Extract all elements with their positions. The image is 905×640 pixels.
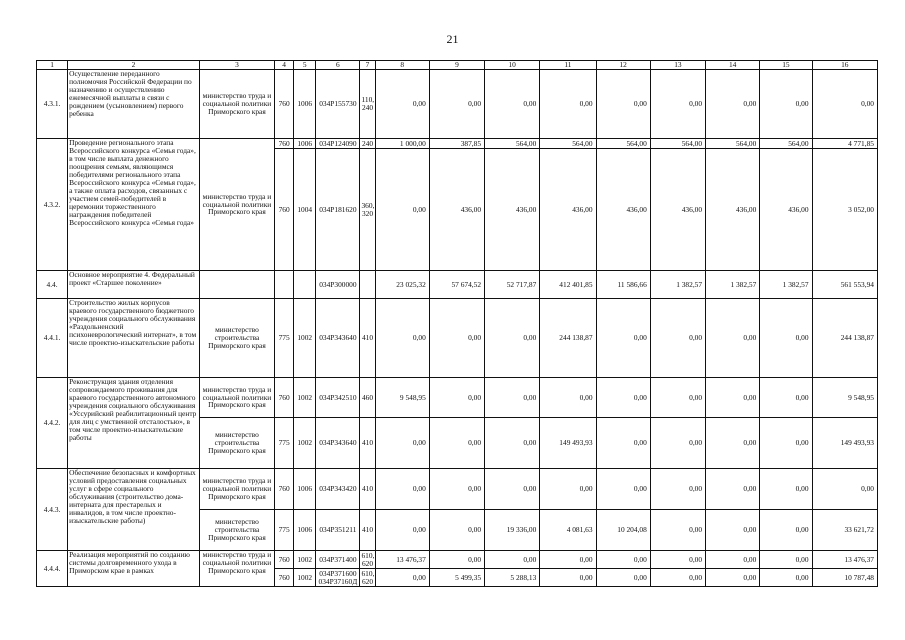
cell-value: 0,00 [375,149,429,271]
cell-value: 0,00 [596,469,650,510]
cell-value: 0,00 [596,418,650,469]
cell-total: 13 476,37 [812,551,877,569]
column-header: 7 [360,61,375,70]
cell-value: 9 548,95 [375,378,429,418]
cell-value: 436,00 [650,149,705,271]
cell-section: 1002 [294,418,316,469]
responsible-org: министерство строительства Приморского края [199,510,274,551]
row-number: 4.3.1. [37,70,68,139]
table-row [37,271,878,299]
column-header: 16 [812,61,877,70]
cell-value: 0,00 [596,299,650,378]
cell-value: 23 025,32 [375,271,429,299]
cell-value: 412 401,85 [540,271,596,299]
column-header: 8 [375,61,429,70]
cell-value: 564,00 [650,139,705,149]
cell-value: 10 204,08 [596,510,650,551]
row-number: 4.4.4. [37,551,68,587]
cell-value: 0,00 [375,70,429,139]
cell-value: 19 336,00 [485,510,540,551]
cell-value: 436,00 [706,149,760,271]
cell-value: 0,00 [706,70,760,139]
cell-value: 0,00 [429,70,484,139]
cell-grbs: 775 [275,510,294,551]
cell-section: 1004 [294,149,316,271]
cell-value: 0,00 [485,418,540,469]
cell-value: 0,00 [706,378,760,418]
cell-value: 436,00 [429,149,484,271]
measure-name: Основное мероприятие 4. Федеральный проект «Старшее поколение» [68,271,200,299]
cell-expense-type: 460 [360,378,375,418]
cell-value: 0,00 [650,510,705,551]
cell-value: 0,00 [596,551,650,569]
cell-total: 0,00 [812,70,877,139]
cell-target-article: 034P181620 [316,149,360,271]
cell-value: 0,00 [540,569,596,587]
cell-expense-type: 610, 620 [361,550,375,568]
cell-value: 149 493,93 [540,418,596,469]
measure-name: Обеспечение безопасных и комфортных условий предоставления социальных услуг в сфере социального обслуживания (строительство дома-интерната для престарелых и инвалидов, в том числе проектно-изыскательские работы) [68,469,200,551]
cell-value: 0,00 [485,551,540,569]
cell-target-article: 034P343640 [316,299,360,378]
cell-value: 0,00 [429,299,484,378]
budget-table [36,60,878,587]
cell-value: 0,00 [760,551,812,569]
cell-value: 0,00 [375,510,429,551]
cell-value: 436,00 [540,149,596,271]
cell-value: 564,00 [596,139,650,149]
responsible-org: министерство труда и социальной политики Приморского края [199,551,274,587]
column-header: 4 [275,61,294,70]
table-row [37,139,878,149]
cell-value: 564,00 [760,139,812,149]
cell-value: 564,00 [540,139,596,149]
cell-expense-type: 240 [361,138,374,148]
column-header: 6 [316,61,360,70]
cell-grbs: 760 [275,70,294,139]
column-header: 13 [650,61,705,70]
cell-section [294,271,316,299]
cell-value: 0,00 [429,469,484,510]
cell-target-article: 034P371600 034P37160Д [316,569,360,587]
column-header: 5 [294,61,316,70]
cell-value: 52 717,87 [485,271,540,299]
cell-section: 1002 [294,378,316,418]
column-header: 9 [429,61,484,70]
cell-value: 436,00 [596,149,650,271]
cell-value: 0,00 [375,469,429,510]
cell-value: 0,00 [540,70,596,139]
cell-value: 0,00 [760,299,812,378]
column-header: 10 [485,61,540,70]
responsible-org: министерство строительства Приморского края [199,418,274,469]
cell-value: 0,00 [485,469,540,510]
row-number: 4.4. [37,271,68,299]
cell-value: 0,00 [760,510,812,551]
table-row [37,378,878,418]
cell-value: 0,00 [375,418,429,469]
cell-grbs [275,271,294,299]
cell-value: 57 674,52 [429,271,484,299]
cell-target-article: 034P343420 [316,469,360,510]
column-header: 11 [540,61,596,70]
cell-target-article: 034P371400 [316,551,360,569]
measure-name: Проведение регионального этапа Всероссийского конкурса «Семья года», в том числе выплата денежного поощрения семьям, являющимся победителями регионального этапа Всероссийского конкурса «Семья года», а также оплата расходов, связанных с участием семей-победителей в церемонии торжественного награждения победителей Всероссийского конкурса «Семья года» [68,139,200,271]
cell-grbs: 760 [275,551,294,569]
cell-section: 1002 [294,569,316,587]
cell-total: 0,00 [812,469,877,510]
row-number: 4.4.3. [37,469,68,551]
cell-value: 0,00 [650,469,705,510]
cell-target-article: 034P124090 [316,139,360,149]
cell-value: 0,00 [706,569,760,587]
cell-value: 1 000,00 [375,139,429,149]
column-header: 14 [706,61,760,70]
cell-value: 0,00 [540,551,596,569]
cell-value: 0,00 [596,70,650,139]
cell-value: 0,00 [650,299,705,378]
cell-target-article: 034P342510 [316,378,360,418]
cell-total: 33 621,72 [812,510,877,551]
cell-value: 0,00 [596,569,650,587]
cell-expense-type: 360, 320 [360,149,375,271]
cell-value: 0,00 [429,378,484,418]
responsible-org: министерство труда и социальной политики Приморского края [199,469,274,510]
cell-value: 0,00 [485,70,540,139]
cell-value: 0,00 [429,551,484,569]
cell-grbs: 760 [275,139,294,149]
cell-value: 0,00 [706,469,760,510]
cell-value: 0,00 [650,70,705,139]
measure-name: Реализация мероприятий по созданию системы долговременного ухода в Приморском крае в рамках [68,551,200,587]
row-number: 4.4.2. [37,378,68,469]
cell-value: 564,00 [485,139,540,149]
cell-value: 0,00 [485,378,540,418]
cell-value: 0,00 [650,418,705,469]
cell-grbs: 760 [275,378,294,418]
cell-value: 5 499,35 [429,569,484,587]
cell-total: 561 553,94 [812,271,877,299]
cell-total: 9 548,95 [812,378,877,418]
cell-section: 1006 [294,510,316,551]
cell-value: 0,00 [760,469,812,510]
cell-value: 0,00 [429,510,484,551]
cell-value: 1 382,57 [760,271,812,299]
responsible-org: министерство строительства Приморского края [199,299,274,378]
cell-grbs: 760 [275,149,294,271]
cell-grbs: 760 [275,469,294,510]
cell-target-article: 034P155730 [316,70,360,139]
cell-value: 0,00 [650,551,705,569]
cell-target-article: 034P300000 [316,271,360,299]
cell-value: 0,00 [650,569,705,587]
cell-total: 3 052,00 [812,149,877,271]
cell-total: 244 138,87 [812,299,877,378]
cell-value: 0,00 [706,510,760,551]
cell-value: 5 288,13 [485,569,540,587]
table-row [37,469,878,510]
cell-target-article: 034P351211 [316,510,360,551]
cell-total: 4 771,85 [812,139,877,149]
table-row [37,551,878,569]
cell-expense-type [360,271,375,299]
cell-total: 10 787,48 [812,569,877,587]
cell-expense-type: 410 [360,510,375,551]
table-row [37,299,878,378]
column-header: 2 [68,61,200,70]
cell-value: 0,00 [760,70,812,139]
cell-section: 1006 [294,469,316,510]
table-row [37,70,878,139]
column-header: 12 [596,61,650,70]
cell-value: 436,00 [760,149,812,271]
measure-name: Строительство жилых корпусов краевого государственного бюджетного учреждения социального обслуживания «Раздольненский психоневрологический интернат», в том числе проектно-изыскательские работы [68,299,200,378]
responsible-org: министерство труда и социальной политики Приморского края [199,139,274,271]
cell-value: 13 476,37 [375,551,429,569]
cell-value: 0,00 [706,299,760,378]
responsible-org: министерство труда и социальной политики Приморского края [199,378,274,418]
cell-total: 149 493,93 [812,418,877,469]
header-row [37,61,878,70]
responsible-org: министерство труда и социальной политики Приморского края [199,70,274,139]
cell-expense-type: 110, 240 [360,70,375,139]
measure-name: Реконструкция здания отделения сопровождаемого проживания для краевого государственного автономного учреждения социального обслуживания «Уссурийский реабилитационный центр для лиц с умственной отсталостью», в том числе проектно-изыскательские работы [68,378,200,469]
cell-expense-type: 410 [360,469,375,510]
cell-target-article: 034P343640 [316,418,360,469]
cell-value: 1 382,57 [650,271,705,299]
cell-section: 1002 [294,299,316,378]
cell-value: 11 586,66 [596,271,650,299]
column-header: 3 [199,61,274,70]
cell-value: 1 382,57 [706,271,760,299]
cell-value: 0,00 [375,569,429,587]
responsible-org [199,271,274,299]
cell-value: 0,00 [760,378,812,418]
measure-name: Осуществление переданного полномочия Российской Федерации по назначению и осуществлению ежемесячной выплаты в связи с рождением (усыновлением) первого ребенка [68,70,200,139]
cell-grbs: 760 [275,569,294,587]
cell-value: 387,85 [429,139,484,149]
cell-grbs: 775 [275,418,294,469]
cell-value: 0,00 [540,378,596,418]
cell-expense-type: 610, 620 [361,568,375,586]
row-number: 4.3.2. [37,139,68,271]
cell-section: 1006 [294,70,316,139]
cell-expense-type: 410 [360,299,375,378]
cell-value: 0,00 [760,418,812,469]
cell-value: 0,00 [485,299,540,378]
cell-value: 0,00 [706,551,760,569]
cell-value: 0,00 [706,418,760,469]
cell-value: 0,00 [540,469,596,510]
cell-section: 1002 [294,551,316,569]
cell-value: 564,00 [706,139,760,149]
cell-value: 4 081,63 [540,510,596,551]
cell-value: 0,00 [650,378,705,418]
cell-value: 0,00 [429,418,484,469]
cell-grbs: 775 [275,299,294,378]
column-header: 15 [760,61,812,70]
cell-value: 0,00 [375,299,429,378]
page-number: 21 [446,32,459,46]
cell-expense-type: 410 [360,418,375,469]
row-number: 4.4.1. [37,299,68,378]
column-header: 1 [37,61,68,70]
cell-value: 0,00 [760,569,812,587]
cell-value: 244 138,87 [540,299,596,378]
cell-value: 436,00 [485,149,540,271]
cell-value: 0,00 [596,378,650,418]
cell-section: 1006 [294,139,316,149]
